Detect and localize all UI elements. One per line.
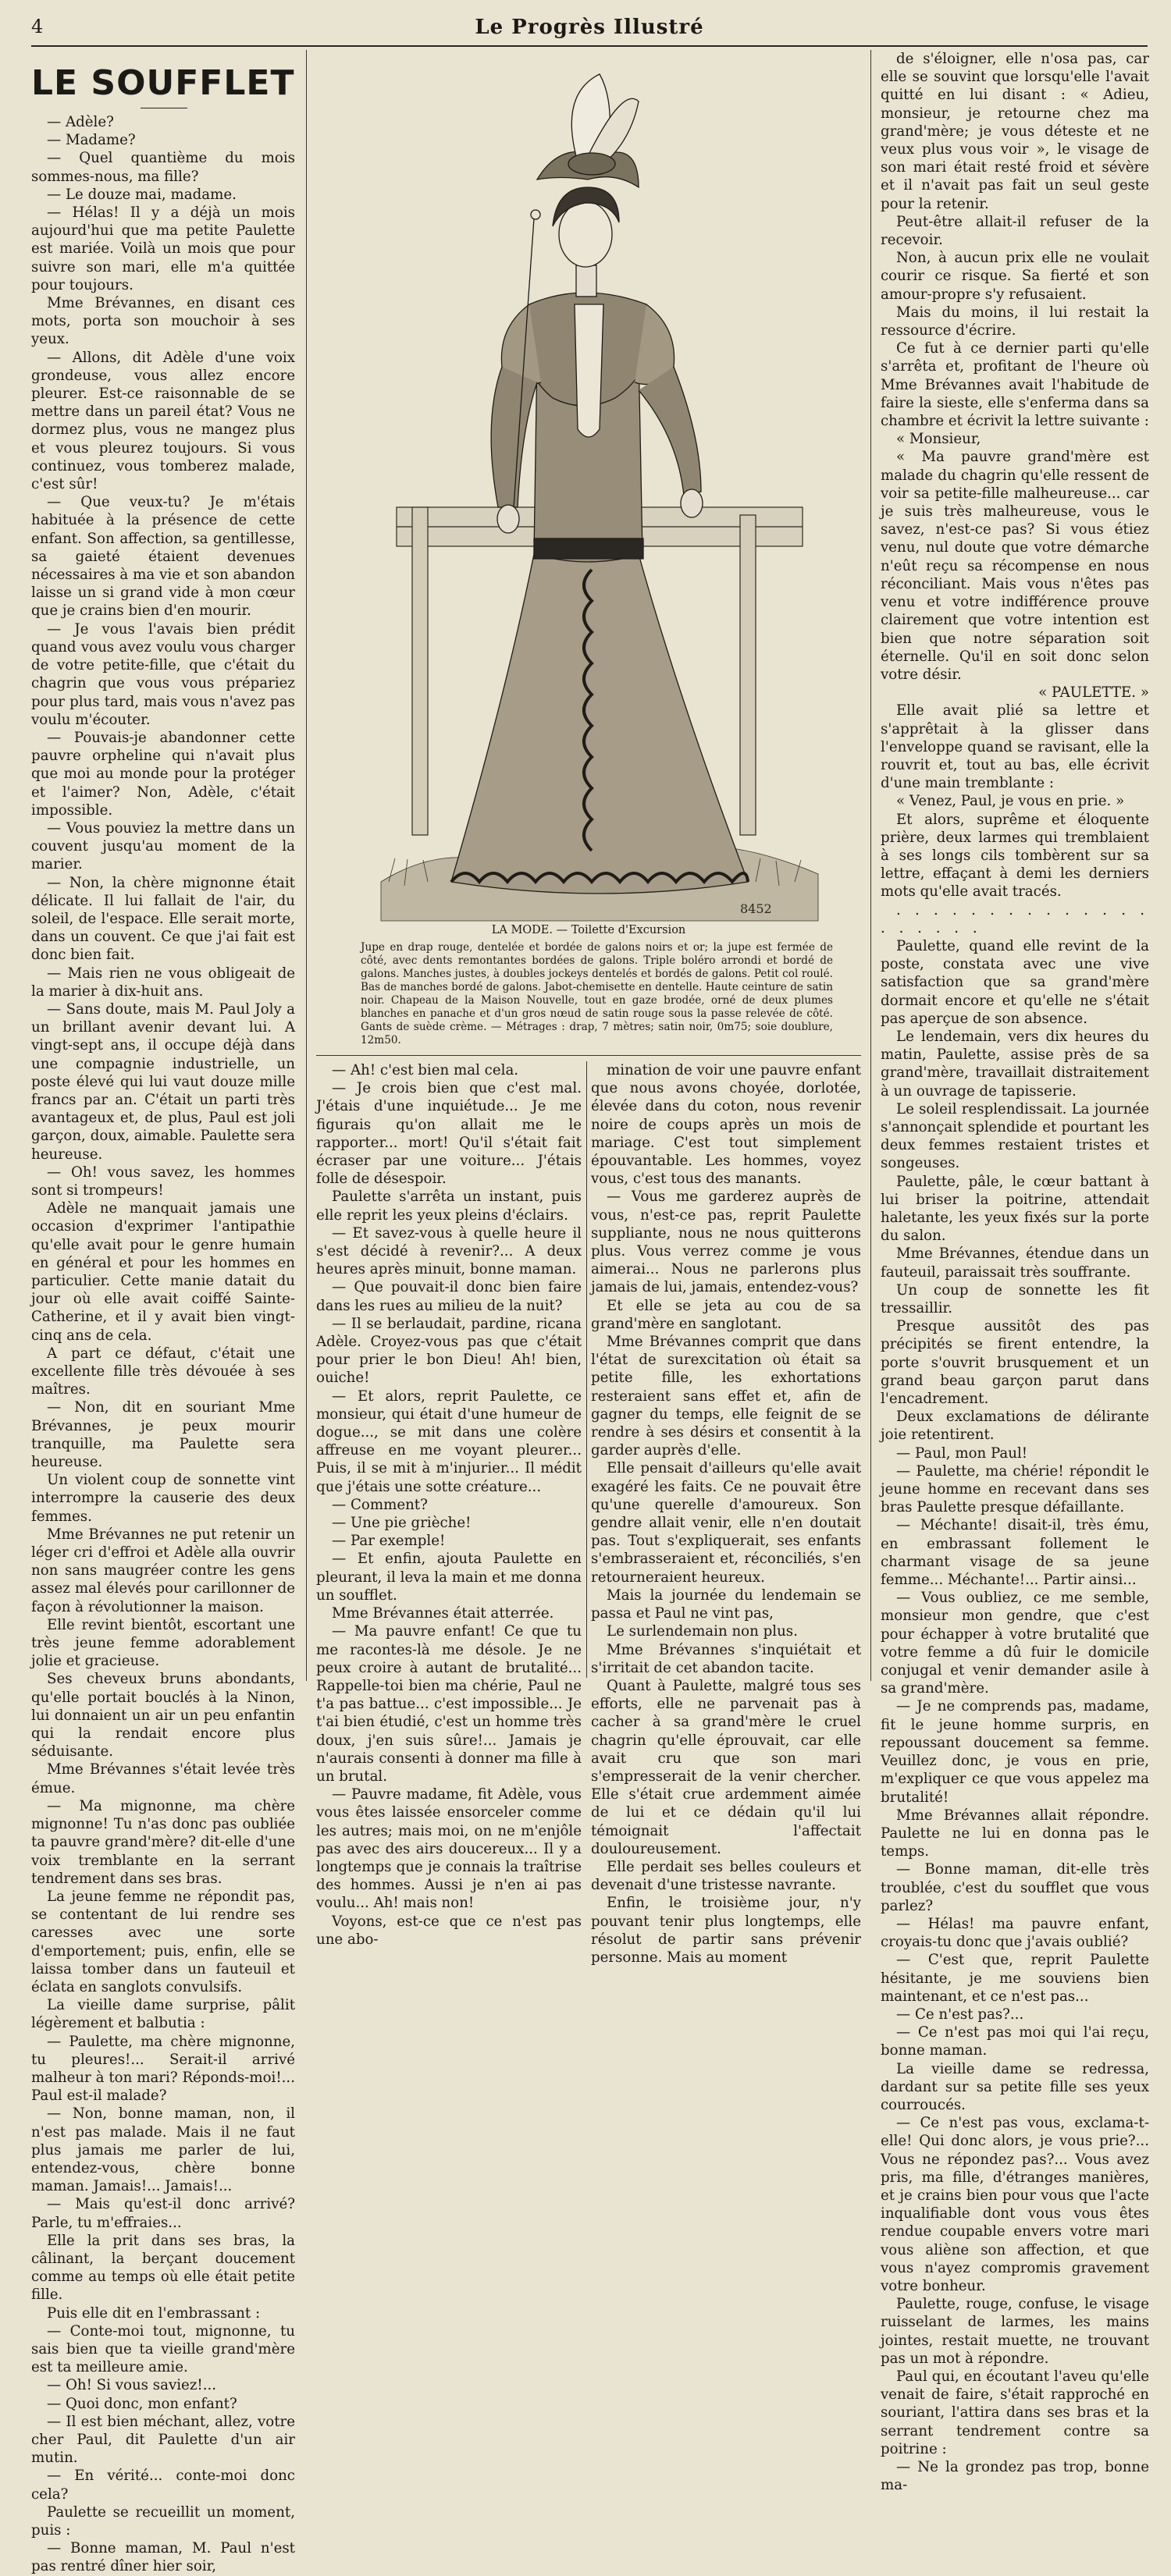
paragraph: — Vous oubliez, ce me semble, monsieur mon gendre, que c'est pour échapper à votre brutalité que votre femme a dû fuir le domicile conjugal et venir demander asile à sa grand'mère.	[881, 1590, 1149, 1697]
paragraph: — Il est bien méchant, allez, votre cher Paul, dit Paulette d'un air mutin.	[31, 2413, 295, 2467]
paragraph: — Sans doute, mais M. Paul Joly a un brillant avenir devant lui. A vingt-sept ans, il occupe déjà dans une compagnie industrielle, un poste élevé qui lui vaut douze mille francs par an. C'était un parti très avantageux et, de plus, Paul est joli garçon, doux, aimable. Paulette sera heureuse.	[31, 1000, 295, 1163]
paragraph: — Bonne maman, dit-elle très troublée, c'est du soufflet que vous parlez?	[881, 1861, 1149, 1914]
paragraph: Puis elle dit en l'embrassant :	[47, 2304, 261, 2322]
paragraph: Ses cheveux bruns abondants, qu'elle portait bouclés à la Ninon, lui donnaient un air un peu enfantin qui la rendait encore plus séduisante.	[31, 1671, 295, 1761]
paragraph: Un violent coup de sonnette vint interrompre la causerie des deux femmes.	[31, 1472, 295, 1525]
paragraph: Voyons, est-ce que ce n'est pas une abo-	[316, 1913, 582, 1948]
paragraph: Mais la journée du lendemain se passa et Paul ne vint pas,	[591, 1586, 861, 1622]
article-column-1	[31, 62, 295, 2575]
article-column-4	[881, 50, 1149, 2494]
paragraph: Mais du moins, il lui restait la ressource d'écrire.	[881, 304, 1149, 339]
paragraph: — Vous me garderez auprès de vous, n'est-ce pas, reprit Paulette suppliante, nous ne nous quitterons plus. Vous verrez comme je vous aimerai... Nous ne parlerons plus jamais de lui, jamais, entendez-vous?	[591, 1189, 861, 1296]
paragraph: — Mais rien ne vous obligeait de la marier à dix-huit ans.	[31, 965, 295, 1000]
paragraph: — Paulette, ma chérie! répondit le jeune homme en recevant dans ses bras Paulette presque défaillante.	[881, 1462, 1149, 1516]
paragraph: — Adèle?	[47, 114, 114, 130]
paragraph: Ce fut à ce dernier parti qu'elle s'arrêta et, profitant de l'heure où Mme Brévannes avait l'habitude de faire la sieste, elle s'enferma dans sa chambre et écrivit la lettre suivante :	[881, 340, 1149, 430]
paragraph: Paulette, pâle, le cœur battant à lui briser la poitrine, attendait haletante, les yeux fixés sur la porte du salon.	[881, 1173, 1149, 1245]
paragraph: — Méchante! disait-il, très ému, en embrassant follement le charmant visage de sa jeune femme... Méchante!... Partir ainsi...	[881, 1517, 1149, 1589]
column-1-text	[31, 113, 295, 2576]
paragraph: Paulette s'arrêta un instant, puis elle reprit les yeux pleins d'éclairs.	[316, 1189, 582, 1224]
paragraph: — Madame?	[47, 132, 136, 149]
column-divider	[586, 1061, 587, 1678]
illustration-caption: Jupe en drap rouge, dentelée et bordée de galons noirs et or; la jupe est fermée de côté, avec dents remontantes bordées de galons. Triple boléro arrondi et bordé de galons. Manches justes, à doubles jockeys dentelés et bordés de galons. Petit col roulé. Bas de manches bordé de galons. Jabot-chemisette en dentelle. Haute ceinture de satin noir. Chapeau de la Maison Nouvelle, tout en gaze brodée, orné de deux plumes blanches en panache et d'un gros nœud de satin rouge sous la passe relevée de côté. Gants de suède crème. — Métrages : drap, 7 mètres; satin noir, 0m75; soie doublure, 12m50.	[361, 941, 833, 1046]
paragraph: Quant à Paulette, malgré tous ses efforts, elle ne parvenait pas à cacher à sa grand'mère le cruel chagrin qu'elle éprouvait, car elle avait cru que son mari s'empresserait de la venir chercher. Elle s'était crue ardemment aimée de lui et ce dédain qu'il lui témoignait l'affectait douloureusement.	[591, 1677, 861, 1857]
paragraph: de s'éloigner, elle n'osa pas, car elle se souvint que lorsqu'elle l'avait quitté en lui disant : « Adieu, monsieur, je retourne chez ma grand'mère; je vous déteste et ne veux plus vous voir », le visage de son mari était resté froid et sévère et il n'avait pas fait un seul geste pour la retenir.	[881, 51, 1149, 212]
paragraph: « Monsieur,	[896, 431, 981, 448]
paragraph: — Ne la grondez pas trop, bonne ma-	[881, 2459, 1149, 2494]
paragraph: — Ce n'est pas moi qui l'ai reçu, bonne maman.	[881, 2024, 1149, 2059]
paragraph: — Bonne maman, M. Paul n'est pas rentré dîner hier soir,	[31, 2540, 295, 2575]
paragraph: Le soleil resplendissait. La journée s'annonçait splendide et pourtant les deux femmes restaient tristes et songeuses.	[881, 1100, 1149, 1172]
paragraph: — Paul, mon Paul!	[896, 1444, 1028, 1462]
paragraph: Paulette, rouge, confuse, le visage ruisselant de larmes, les mains jointes, restait muette, ne trouvant pas un mot à répondre.	[881, 2296, 1149, 2367]
page-header	[31, 14, 1148, 47]
paragraph: Mme Brévannes comprit que dans l'état de surexcitation où était sa petite fille, les exhortations resteraient sans effet et, afin de gagner du temps, elle feignit de se rendre à ses désirs et consentit à la garder auprès d'elle.	[591, 1334, 861, 1459]
paragraph: Elle avait plié sa lettre et s'apprêtait à la glisser dans l'enveloppe quand se ravisant, elle la rouvrit et, tout au bas, elle écrivit d'une main tremblante :	[881, 702, 1149, 792]
paragraph: — Paulette, ma chère mignonne, tu pleures!... Serait-il arrivé malheur à ton mari? Réponds-moi!... Paul est-il malade?	[31, 2033, 295, 2105]
paragraph: — Ma mignonne, ma chère mignonne! Tu n'as donc pas oubliée ta pauvre grand'mère? dit-elle d'une voix tremblante en la serrant tendrement dans ses bras.	[31, 1797, 295, 1887]
paragraph: mination de voir une pauvre enfant que nous avons choyée, dorlotée, élevée dans du coton, nous revenir noire de coups après un mois de mariage. C'est tout simplement épouvantable. Les hommes, voyez vous, c'est tous des manants.	[591, 1062, 861, 1188]
paragraph: — Hélas! ma pauvre enfant, croyais-tu donc que j'avais oublié?	[881, 1915, 1149, 1951]
paragraph: — Et alors, reprit Paulette, ce monsieur, qui était d'une humeur de dogue..., se mit dans une colère affreuse en me voyant pleurer... Puis, il se mit à m'injurier... Il médit que j'étais une sotte créature...	[316, 1387, 582, 1495]
newspaper-title: Le Progrès Illustré	[475, 16, 704, 39]
paragraph: — Par exemple!	[332, 1533, 446, 1550]
paragraph: « Venez, Paul, je vous en prie. »	[896, 793, 1125, 810]
paragraph: — Quel quantième du mois sommes-nous, ma fille?	[31, 150, 295, 185]
paragraph: — Je ne comprends pas, madame, fit le jeune homme surpris, en repoussant doucement sa femme. Veuillez donc, je vous en prie, m'expliquer ce que vous appelez ma brutalité!	[881, 1698, 1149, 1806]
paragraph: — Et savez-vous à quelle heure il s'est décidé à revenir?... A deux heures après minuit, bonne maman.	[316, 1224, 582, 1278]
paragraph: — Il se berlaudait, pardine, ricana Adèle. Croyez-vous pas que c'était pour prier le bon Dieu! Ah! bien, ouiche!	[316, 1315, 582, 1387]
paragraph: . . . . . . . . . . . . . . . . . . . .	[881, 901, 1149, 936]
paragraph: Mme Brévannes, en disant ces mots, porta son mouchoir à ses yeux.	[31, 295, 295, 348]
paragraph: Paulette se recueillit un moment, puis :	[31, 2503, 295, 2539]
paragraph: Enfin, le troisième jour, n'y pouvant tenir plus longtemps, elle résolut de partir sans prévenir personne. Mais au moment	[591, 1895, 861, 1966]
paragraph: — Conte-moi tout, mignonne, tu sais bien que ta vieille grand'mère est ta meilleure amie.	[31, 2322, 295, 2376]
paragraph: Peut-être allait-il refuser de la recevoir.	[881, 213, 1149, 249]
paragraph: — Non, bonne maman, non, il n'est pas malade. Mais il ne faut plus jamais me parler de lui, entendez-vous, chère bonne maman. Jamais!... Jamais!...	[31, 2105, 295, 2195]
paragraph: — Non, la chère mignonne était délicate. Il lui fallait de l'air, du soleil, de l'espace. Elle serait morte, dans un couvent. Ce que j'ai fait est donc bien fait.	[31, 874, 295, 964]
paragraph: — Vous pouviez la mettre dans un couvent jusqu'au moment de la marier.	[31, 819, 295, 873]
paragraph: — Ce n'est pas vous, exclama-t-elle! Qui donc alors, je vous prie?... Vous ne répondez pas?... Vous avez pris, ma fille, d'étranges manières, et je crains bien pour vous que l'acte inqualifiable dont vous vous êtes rendue coupable envers votre mari vous aliène son affection, et que vous n'ayez compromis gravement votre bonheur.	[881, 2115, 1149, 2294]
column-divider	[870, 50, 871, 1681]
article-column-3	[591, 1061, 861, 1966]
paragraph: Un coup de sonnette les fit tressaillir.	[881, 1281, 1149, 1317]
paragraph: — Le douze mai, madame.	[47, 186, 237, 203]
paragraph: — Que pouvait-il donc bien faire dans les rues au milieu de la nuit?	[316, 1279, 582, 1314]
fashion-illustration	[381, 70, 818, 921]
paragraph: Elle revint bientôt, escortant une très jeune femme adorablement jolie et gracieuse.	[31, 1616, 295, 1670]
paragraph: Paul qui, en écoutant l'aveu qu'elle venait de faire, s'était rapproché en souriant, l'attira dans ses bras et la serrant tendrement contre sa poitrine :	[881, 2368, 1149, 2457]
engraver-number: 8452	[740, 901, 772, 916]
paragraph: Mme Brévannes allait répondre. Paulette ne lui en donna pas le temps.	[881, 1807, 1149, 1860]
paragraph: La vieille dame se redressa, dardant sur sa petite fille ses yeux courroucés.	[881, 2060, 1149, 2113]
paragraph: — Non, dit en souriant Mme Brévannes, je peux mourir tranquille, ma Paulette sera heureuse.	[31, 1399, 295, 1471]
paragraph: Mme Brévannes s'inquiétait et s'irritait de cet abandon tacite.	[591, 1641, 861, 1676]
paragraph: — Ce n'est pas?...	[896, 2006, 1024, 2023]
paragraph: Le lendemain, vers dix heures du matin, Paulette, assise près de sa grand'mère, travaillait distraitement à un ouvrage de tapisserie.	[881, 1028, 1149, 1100]
paragraph: Elle perdait ses belles couleurs et devenait d'une tristesse navrante.	[591, 1858, 861, 1894]
paragraph: — Je vous l'avais bien prédit quand vous avez voulu vous charger de votre petite-fille, que c'était du chagrin que vous vous prépariez pour plus tard, mais vous n'avez pas voulu m'écouter.	[31, 620, 295, 728]
paragraph: Presque aussitôt des pas précipités se firent entendre, la porte s'ouvrit brusquement et un grand beau garçon parut dans l'encadrement.	[881, 1318, 1149, 1408]
paragraph: — Pauvre madame, fit Adèle, vous vous êtes laissée ensorceler comme les autres; mais moi, on ne m'enjôle pas avec des airs doucereux... Il y a longtemps que je connais la traîtrise des hommes. Aussi je n'en ai pas voulu... Ah! mais non!	[316, 1786, 582, 1912]
paragraph: « Ma pauvre grand'mère est malade du chagrin qu'elle ressent de voir sa petite-fille malheureuse... car je suis très malheureuse, vous le savez, n'est-ce pas? Si vous étiez venu, nul doute que votre démarche n'eût reçu sa récompense en nous réconciliant. Mais vous n'êtes pas venu et votre indifférence prouve clairement que votre intention est bien que notre séparation soit éternelle. Qu'il en soit donc selon votre désir.	[881, 449, 1149, 683]
article-column-2	[316, 1061, 582, 1948]
paragraph: Non, à aucun prix elle ne voulait courir ce risque. Sa fierté et son amour-propre s'y refusaient.	[881, 250, 1149, 303]
paragraph: — Une pie grièche!	[332, 1515, 472, 1532]
paragraph: — Ma pauvre enfant! Ce que tu me racontes-là me désole. Je ne peux croire à autant de brutalité... Rappelle-toi bien ma chérie, Paul ne t'a pas battue... c'est impossible... Je t'ai bien étudié, c'est un homme très doux, j'en suis sûre!... Jamais je n'aurais consenti à donner ma fille à un brutal.	[316, 1623, 582, 1785]
paragraph: — Quoi donc, mon enfant?	[47, 2395, 237, 2412]
paragraph: — Allons, dit Adèle d'une voix grondeuse, vous allez encore pleurer. Est-ce raisonnable de se mettre dans un pareil état? Vous ne dormez plus, vous ne mangez plus et vous pleurez toujours. Si vous continuez, vous tomberez malade, c'est sûr!	[31, 349, 295, 493]
article-title: LE SOUFFLET	[31, 63, 295, 103]
paragraph: Et elle se jeta au cou de sa grand'mère en sanglotant.	[591, 1297, 861, 1332]
paragraph: La vieille dame surprise, pâlit légèrement et balbutia :	[31, 1997, 295, 2032]
paragraph: — Comment?	[332, 1496, 428, 1513]
paragraph: — Pouvais-je abandonner cette pauvre orpheline qui n'avait plus que moi au monde pour la protéger et l'aimer? Non, Adèle, c'était impossible.	[31, 729, 295, 819]
paragraph: Mme Brévannes s'était levée très émue.	[31, 1761, 295, 1796]
paragraph: Adèle ne manquait jamais une occasion d'exprimer l'antipathie qu'elle avait pour le genre humain en général et pour les hommes en particulier. Cette manie datait du jour où elle avait coiffé Sainte-Catherine, et il y avait bien vingt-cinq ans de cela.	[31, 1200, 295, 1344]
paragraph: Elle pensait d'ailleurs qu'elle avait exagéré les faits. Ce ne pouvait être qu'une querelle d'amoureux. Son gendre allait venir, elle n'en doutait pas. Tout s'expliquerait, ses enfants s'embrasseraient et, réconciliés, s'en retourneraient heureux.	[591, 1460, 861, 1586]
paragraph: — Oh! vous savez, les hommes sont si trompeurs!	[31, 1164, 295, 1199]
paragraph: Mme Brévannes, étendue dans un fauteuil, paraissait très souffrante.	[881, 1245, 1149, 1281]
paragraph: Mme Brévannes ne put retenir un léger cri d'effroi et Adèle alla ouvrir non sans maugréer contre les gens assez mal élevés pour carillonner de façon à révolutionner la maison.	[31, 1526, 295, 1615]
illustration-caption-title: LA MODE. — Toilette d'Excursion	[491, 924, 686, 936]
paragraph: Et alors, suprême et éloquente prière, deux larmes qui tremblaient à ses longs cils tombèrent sur sa lettre, effaçant à demi les derniers mots qu'elle avait tracés.	[881, 811, 1149, 901]
paragraph: — Et enfin, ajouta Paulette en pleurant, il leva la main et me donna un soufflet.	[316, 1551, 582, 1604]
paragraph: — Hélas! Il y a déjà un mois aujourd'hui que ma petite Paulette est mariée. Voilà un mois que pour suivre son mari, elle m'a quittée pour toujours.	[31, 204, 295, 293]
paragraph: A part ce défaut, c'était une excellente fille très dévouée à ses maîtres.	[31, 1345, 295, 1398]
paragraph: « PAULETTE. »	[1038, 684, 1149, 702]
paragraph: — Ah! c'est bien mal cela.	[332, 1062, 519, 1078]
paragraph: Mme Brévannes était atterrée.	[332, 1605, 554, 1622]
paragraph: — Que veux-tu? Je m'étais habituée à la présence de cette enfant. Son affection, sa gentillesse, sa gaieté étaient devenues nécessaires à ma vie et son abandon laisse un si grand vide à mon cœur que je crains bien d'en mourir.	[31, 494, 295, 620]
paragraph: — En vérité... conte-moi donc cela?	[31, 2468, 295, 2503]
caption-divider	[316, 1055, 861, 1056]
column-divider	[306, 50, 307, 1681]
paragraph: Elle la prit dans ses bras, la câlinant, la berçant doucement comme au temps où elle était petite fille.	[31, 2232, 295, 2304]
paragraph: — Oh! Si vous saviez!...	[47, 2377, 217, 2394]
page-number: 4	[31, 16, 44, 37]
paragraph: — Je crois bien que c'est mal. J'étais d'une inquiétude... Je me figurais qu'on allait me le rapporter... mort! Qu'il s'était fait écraser par une voiture... J'étais folle de désespoir.	[316, 1080, 582, 1188]
paragraph: Deux exclamations de délirante joie retentirent.	[881, 1409, 1149, 1444]
paragraph: La jeune femme ne répondit pas, se contentant de lui rendre ses caresses avec une sorte d'emportement; puis, enfin, elle se laissa tomber dans un fauteuil et éclata en sanglots convulsifs.	[31, 1888, 295, 1995]
paragraph: Le surlendemain non plus.	[607, 1623, 798, 1640]
paragraph: — C'est que, reprit Paulette hésitante, je me souviens bien maintenant, et ce n'est pas...	[881, 1952, 1149, 2005]
paragraph: Paulette, quand elle revint de la poste, constata avec une vive satisfaction que sa grand'mère dormait encore et qu'elle ne s'était pas aperçue de son absence.	[881, 937, 1149, 1027]
paragraph: — Mais qu'est-il donc arrivé? Parle, tu m'effraies...	[31, 2196, 295, 2231]
